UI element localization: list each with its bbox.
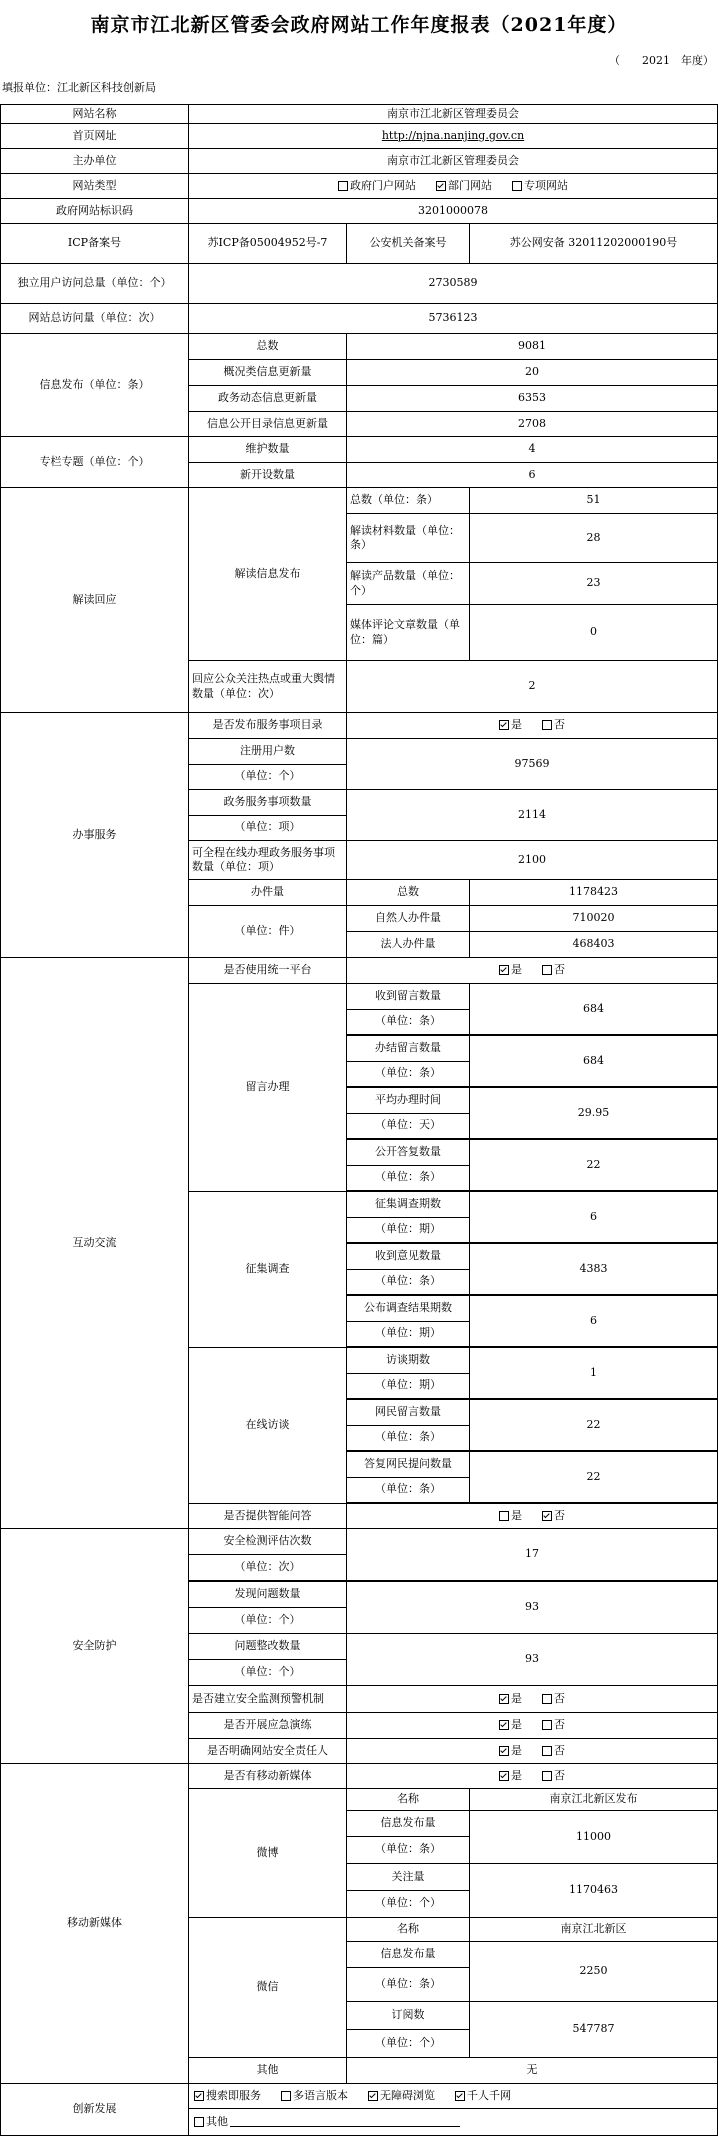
year-line: （ 2021 年度） xyxy=(609,54,714,67)
msg-unit-3: （单位：条） xyxy=(346,1165,470,1191)
interpret-total-value: 51 xyxy=(469,487,718,514)
service-vol-total-value: 1178423 xyxy=(469,879,718,906)
checkbox-checked-icon xyxy=(455,2091,465,2101)
checkbox-checked-icon xyxy=(194,2091,204,2101)
media-label: 移动新媒体 xyxy=(0,1763,189,2084)
special-label: 专栏专题（单位：个） xyxy=(0,436,189,488)
service-reg-value: 97569 xyxy=(346,738,718,790)
site-id-label: 政府网站标识码 xyxy=(0,198,189,224)
info-label: 信息发布（单位：条） xyxy=(0,333,189,437)
info-news-label: 政务动态信息更新量 xyxy=(188,385,347,412)
talk-label-0: 访谈期数 xyxy=(346,1347,470,1374)
wechat-subs-label: 订阅数 xyxy=(346,2001,470,2030)
service-items-value: 2114 xyxy=(346,789,718,841)
wechat-name: 南京江北新区 xyxy=(469,1917,718,1942)
service-vol-total-label: 总数 xyxy=(346,879,470,906)
checkbox-icon xyxy=(542,1694,552,1704)
innovation-options xyxy=(188,2083,718,2109)
site-type-dept[interactable]: 部门网站 xyxy=(436,179,492,193)
q3-yes[interactable]: 是 xyxy=(499,1744,522,1758)
info-total-value: 9081 xyxy=(346,333,718,360)
sponsor-value: 南京市江北新区管理委员会 xyxy=(188,148,718,174)
special-maintain-value: 4 xyxy=(346,436,718,463)
service-items-unit: （单位：项） xyxy=(188,815,347,841)
checkbox-checked-icon xyxy=(499,1720,509,1730)
security-label-0: 安全检测评估次数 xyxy=(188,1528,347,1555)
talk-value-1: 22 xyxy=(469,1399,718,1451)
msg-unit-1: （单位：条） xyxy=(346,1061,470,1087)
survey-value-0: 6 xyxy=(469,1191,718,1243)
q1-yes[interactable]: 是 xyxy=(499,1692,522,1706)
icp-value: 苏ICP备05004952号-7 xyxy=(188,223,347,264)
service-online-label: 可全程在线办理政务服务事项数量（单位：项） xyxy=(188,840,347,880)
security-value-1: 93 xyxy=(346,1581,718,1634)
security-q3-label: 是否明确网站安全责任人 xyxy=(188,1738,347,1764)
site-name-value: 南京市江北新区管理委员会 xyxy=(188,104,718,124)
catalog-no[interactable]: 否 xyxy=(542,718,565,732)
homepage-link[interactable]: http://njna.nanjing.gov.cn xyxy=(381,128,525,142)
visitors-value: 2730589 xyxy=(188,263,718,304)
platform-options xyxy=(346,957,718,984)
survey-unit-1: （单位：条） xyxy=(346,1269,470,1295)
service-vol-legal-label: 法人办件量 xyxy=(346,931,470,958)
weibo-pub-label: 信息发布量 xyxy=(346,1810,470,1837)
platform-label: 是否使用统一平台 xyxy=(188,957,347,984)
media-no[interactable]: 否 xyxy=(542,1769,565,1783)
visitors-label: 独立用户访问总量（单位：个） xyxy=(0,263,189,304)
interpret-response-value: 2 xyxy=(346,660,718,713)
checkbox-icon xyxy=(512,181,522,191)
innovation-accessible[interactable]: 无障碍浏览 xyxy=(368,2089,435,2103)
innovation-multilang[interactable]: 多语言版本 xyxy=(281,2089,348,2103)
info-overview-label: 概况类信息更新量 xyxy=(188,359,347,386)
survey-label: 征集调查 xyxy=(188,1191,347,1348)
service-vol-unit: （单位：件） xyxy=(188,905,347,958)
checkbox-icon xyxy=(281,2091,291,2101)
checkbox-icon xyxy=(542,965,552,975)
checkbox-icon xyxy=(194,2117,204,2127)
talk-unit-1: （单位：条） xyxy=(346,1425,470,1451)
security-unit-1: （单位：个） xyxy=(188,1607,347,1634)
site-type-label: 网站类型 xyxy=(0,173,189,199)
interpret-sub-label: 解读信息发布 xyxy=(188,487,347,661)
security-value-0: 17 xyxy=(346,1528,718,1581)
msg-label-2: 平均办理时间 xyxy=(346,1087,470,1114)
catalog-yes[interactable]: 是 xyxy=(499,718,522,732)
service-catalog-label: 是否发布服务事项目录 xyxy=(188,712,347,739)
interpret-media-label: 媒体评论文章数量（单位：篇） xyxy=(346,604,470,661)
checkbox-icon xyxy=(542,1771,552,1781)
security-label-2: 问题整改数量 xyxy=(188,1633,347,1660)
info-catalog-label: 信息公开目录信息更新量 xyxy=(188,411,347,437)
report-title: 南京市江北新区管委会政府网站工作年度报表（2021年度） xyxy=(90,14,628,36)
talk-unit-0: （单位：期） xyxy=(346,1373,470,1399)
weibo-fans-unit: （单位：个） xyxy=(346,1890,470,1918)
media-other-value: 无 xyxy=(346,2057,718,2084)
weibo-fans-label: 关注量 xyxy=(346,1863,470,1891)
media-q-options xyxy=(346,1763,718,1789)
interpret-material-value: 28 xyxy=(469,513,718,563)
interpret-product-label: 解读产品数量（单位：个） xyxy=(346,562,470,605)
media-other-label: 其他 xyxy=(188,2057,347,2084)
survey-unit-2: （单位：期） xyxy=(346,1321,470,1347)
wechat-label: 微信 xyxy=(188,1917,347,2058)
service-reg-label: 注册用户数 xyxy=(188,738,347,765)
checkbox-checked-icon xyxy=(368,2091,378,2101)
security-label-1: 发现问题数量 xyxy=(188,1581,347,1608)
security-q1-options xyxy=(346,1685,718,1713)
site-name-label: 网站名称 xyxy=(0,104,189,124)
weibo-name-label: 名称 xyxy=(346,1788,470,1811)
checkbox-checked-icon xyxy=(499,1746,509,1756)
weibo-name: 南京江北新区发布 xyxy=(469,1788,718,1811)
msg-value-3: 22 xyxy=(469,1139,718,1191)
checkbox-icon xyxy=(542,1720,552,1730)
security-unit-2: （单位：个） xyxy=(188,1659,347,1686)
service-reg-unit: （单位：个） xyxy=(188,764,347,790)
wechat-name-label: 名称 xyxy=(346,1917,470,1942)
q2-yes[interactable]: 是 xyxy=(499,1718,522,1732)
site-type-options xyxy=(188,173,718,199)
service-vol-legal-value: 468403 xyxy=(469,931,718,958)
interpret-response-label: 回应公众关注热点或重大舆情数量（单位：次） xyxy=(188,660,347,713)
survey-label-0: 征集调查期数 xyxy=(346,1191,470,1218)
talk-label: 在线访谈 xyxy=(188,1347,347,1504)
talk-value-0: 1 xyxy=(469,1347,718,1399)
police-label: 公安机关备案号 xyxy=(346,223,470,264)
survey-label-1: 收到意见数量 xyxy=(346,1243,470,1270)
innovation-label: 创新发展 xyxy=(0,2083,189,2136)
msg-label-1: 办结留言数量 xyxy=(346,1035,470,1062)
interpret-product-value: 23 xyxy=(469,562,718,605)
msg-label-0: 收到留言数量 xyxy=(346,983,470,1010)
wechat-subs-unit: （单位：个） xyxy=(346,2029,470,2058)
interpret-material-label: 解读材料数量（单位：条） xyxy=(346,513,470,563)
icp-label: ICP备案号 xyxy=(0,223,189,264)
security-q1-label: 是否建立安全监测预警机制 xyxy=(188,1685,347,1713)
service-vol-person-label: 自然人办件量 xyxy=(346,905,470,932)
msg-label-3: 公开答复数量 xyxy=(346,1139,470,1166)
interpret-media-value: 0 xyxy=(469,604,718,661)
wechat-pub-unit: （单位：条） xyxy=(346,1967,470,2002)
checkbox-checked-icon xyxy=(499,1694,509,1704)
security-label: 安全防护 xyxy=(0,1528,189,1764)
ai-yes[interactable]: 是 xyxy=(499,1509,522,1523)
service-online-value: 2100 xyxy=(346,840,718,880)
checkbox-icon xyxy=(542,720,552,730)
innovation-personal[interactable]: 千人千网 xyxy=(455,2089,511,2103)
other-blank-line xyxy=(230,2116,460,2127)
media-yes[interactable]: 是 xyxy=(499,1769,522,1783)
visits-value: 5736123 xyxy=(188,303,718,334)
checkbox-icon xyxy=(542,1746,552,1756)
visits-label: 网站总访问量（单位：次） xyxy=(0,303,189,334)
special-new-label: 新开设数量 xyxy=(188,462,347,488)
filler-unit: 填报单位：江北新区科技创新局 xyxy=(2,81,156,94)
talk-label-2: 答复网民提问数量 xyxy=(346,1451,470,1478)
talk-unit-2: （单位：条） xyxy=(346,1477,470,1503)
talk-label-1: 网民留言数量 xyxy=(346,1399,470,1426)
homepage-cell xyxy=(188,123,718,149)
survey-label-2: 公布调查结果期数 xyxy=(346,1295,470,1322)
info-catalog-value: 2708 xyxy=(346,411,718,437)
checkbox-checked-icon xyxy=(436,181,446,191)
checkbox-checked-icon xyxy=(499,1771,509,1781)
innovation-search[interactable]: 搜索即服务 xyxy=(194,2089,261,2103)
msg-unit-0: （单位：条） xyxy=(346,1009,470,1035)
msg-label: 留言办理 xyxy=(188,983,347,1192)
wechat-subs-value: 547787 xyxy=(469,2001,718,2058)
info-total-label: 总数 xyxy=(188,333,347,360)
ai-options xyxy=(346,1503,718,1529)
ai-label: 是否提供智能问答 xyxy=(188,1503,347,1529)
weibo-pub-value: 11000 xyxy=(469,1810,718,1864)
service-catalog-options xyxy=(346,712,718,739)
innovation-other[interactable]: 其他 xyxy=(194,2115,460,2129)
interact-label: 互动交流 xyxy=(0,957,189,1529)
msg-value-0: 684 xyxy=(469,983,718,1035)
special-maintain-label: 维护数量 xyxy=(188,436,347,463)
platform-yes[interactable]: 是 xyxy=(499,963,522,977)
info-overview-value: 20 xyxy=(346,359,718,386)
site-id-value: 3201000078 xyxy=(188,198,718,224)
police-value: 苏公网安备 32011202000190号 xyxy=(469,223,718,264)
q3-no[interactable]: 否 xyxy=(542,1744,565,1758)
security-q2-options xyxy=(346,1712,718,1739)
service-label: 办事服务 xyxy=(0,712,189,958)
q2-no[interactable]: 否 xyxy=(542,1718,565,1732)
special-new-value: 6 xyxy=(346,462,718,488)
checkbox-checked-icon xyxy=(499,965,509,975)
ai-no[interactable]: 否 xyxy=(542,1509,565,1523)
weibo-fans-value: 1170463 xyxy=(469,1863,718,1918)
survey-value-2: 6 xyxy=(469,1295,718,1347)
innovation-other-row xyxy=(188,2108,718,2136)
wechat-pub-value: 2250 xyxy=(469,1941,718,2002)
security-unit-0: （单位：次） xyxy=(188,1554,347,1581)
checkbox-icon xyxy=(338,181,348,191)
info-news-value: 6353 xyxy=(346,385,718,412)
service-vol-label: 办件量 xyxy=(188,879,347,906)
survey-unit-0: （单位：期） xyxy=(346,1217,470,1243)
checkbox-checked-icon xyxy=(542,1511,552,1521)
service-vol-person-value: 710020 xyxy=(469,905,718,932)
sponsor-label: 主办单位 xyxy=(0,148,189,174)
weibo-pub-unit: （单位：条） xyxy=(346,1836,470,1864)
platform-no[interactable]: 否 xyxy=(542,963,565,977)
interpret-total-label: 总数（单位：条） xyxy=(346,487,470,514)
media-q-label: 是否有移动新媒体 xyxy=(188,1763,347,1789)
homepage-label: 首页网址 xyxy=(0,123,189,149)
msg-value-2: 29.95 xyxy=(469,1087,718,1139)
wechat-pub-label: 信息发布量 xyxy=(346,1941,470,1968)
q1-no[interactable]: 否 xyxy=(542,1692,565,1706)
security-value-2: 93 xyxy=(346,1633,718,1686)
survey-value-1: 4383 xyxy=(469,1243,718,1295)
service-items-label: 政务服务事项数量 xyxy=(188,789,347,816)
security-q3-options xyxy=(346,1738,718,1764)
site-type-portal[interactable]: 政府门户网站 xyxy=(338,179,416,193)
talk-value-2: 22 xyxy=(469,1451,718,1503)
checkbox-icon xyxy=(499,1511,509,1521)
msg-value-1: 684 xyxy=(469,1035,718,1087)
security-q2-label: 是否开展应急演练 xyxy=(188,1712,347,1739)
msg-unit-2: （单位：天） xyxy=(346,1113,470,1139)
site-type-special[interactable]: 专项网站 xyxy=(512,179,568,193)
checkbox-checked-icon xyxy=(499,720,509,730)
interpret-label: 解读回应 xyxy=(0,487,189,713)
weibo-label: 微博 xyxy=(188,1788,347,1918)
